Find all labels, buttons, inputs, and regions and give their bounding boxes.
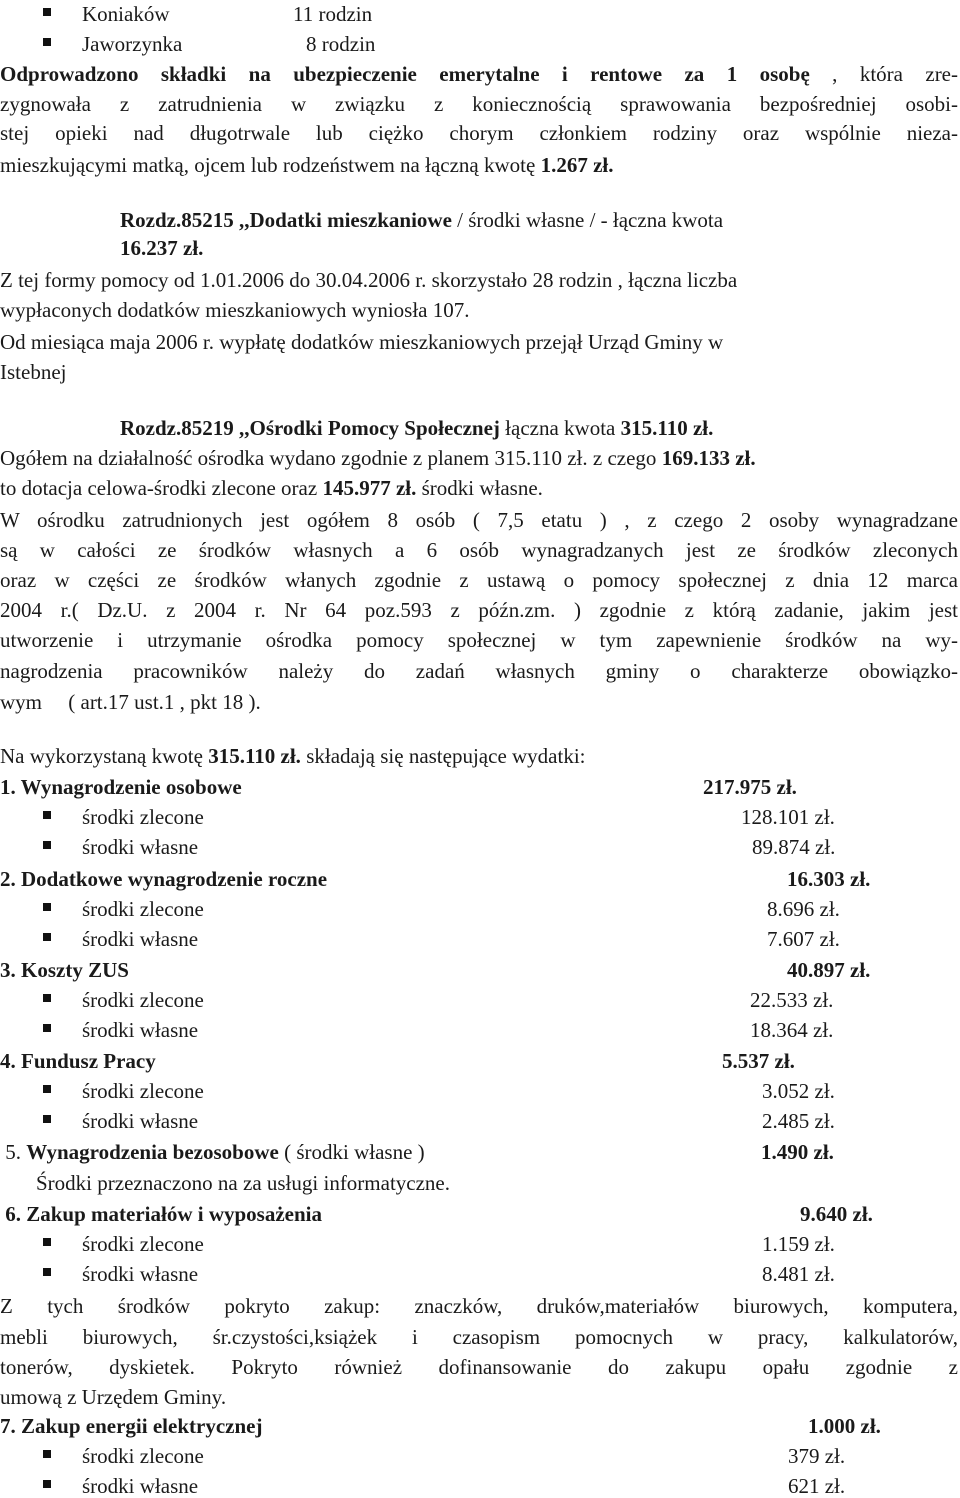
bullet-icon bbox=[43, 841, 51, 849]
sub-label-wlasne: środki własne bbox=[82, 927, 199, 951]
section-85219-line-1: Ogółem na działalność ośrodka wydano zgodnie z planem 315.110 zł. z czego 169.133 zł. bbox=[0, 446, 756, 470]
bullet-icon bbox=[43, 811, 51, 819]
expense-item-1-label: 1. Wynagrodzenie osobowe bbox=[0, 775, 242, 799]
section-85215-line-2: wypłaconych dodatków mieszkaniowych wyniosła 107. bbox=[0, 298, 470, 322]
expense-item-5-note: Środki przeznaczono na za usługi informatyczne. bbox=[36, 1171, 451, 1195]
expenses-intro: Na wykorzystaną kwotę 315.110 zł. składają się następujące wydatki: bbox=[0, 744, 586, 768]
sub-label-zlecone: środki zlecone bbox=[82, 897, 204, 921]
sub-label-wlasne: środki własne bbox=[82, 835, 199, 859]
purchase-line-3: tonerów, dyskietek. Pokryto również dofinansowanie do zakupu opału zgodnie z bbox=[0, 1355, 958, 1379]
expense-item-1-total: 217.975 zł. bbox=[703, 775, 797, 799]
expense-item-2-label: 2. Dodatkowe wynagrodzenie roczne bbox=[0, 867, 328, 891]
ops-paragraph-line-1: W ośrodku zatrudnionych jest ogółem 8 osób ( 7,5 etatu ) , z czego 2 osoby wynagradzane bbox=[0, 508, 958, 532]
bullet-icon bbox=[43, 1450, 51, 1458]
section-85215-line-4: Istebnej bbox=[0, 360, 67, 384]
sub-label-wlasne: środki własne bbox=[82, 1109, 199, 1133]
intro-line-3: stej opieki nad długotrwale lub ciężko chorym członkiem rodziny oraz wspólnie nieza- bbox=[0, 121, 958, 145]
expense-item-1-wlasne: 89.874 zł. bbox=[752, 835, 836, 859]
purchase-line-1: Z tych środków pokryto zakup: znaczków, druków,materiałów biurowych, komputera, bbox=[0, 1294, 958, 1318]
bullet-icon bbox=[43, 8, 51, 16]
bullet-icon bbox=[43, 38, 51, 46]
ops-paragraph-line-4: 2004 r.( Dz.U. z 2004 r. Nr 64 poz.593 z późn.zm. ) zgodnie z którą zadanie, jakim jest bbox=[0, 598, 958, 622]
sub-label-zlecone: środki zlecone bbox=[82, 1232, 204, 1256]
intro-line-4: mieszkującymi matką, ojcem lub rodzeństwem na łączną kwotę 1.267 zł. bbox=[0, 153, 614, 177]
intro-line-1: Odprowadzono składki na ubezpieczenie emerytalne i rentowe za 1 osobę , która zre- bbox=[0, 62, 958, 86]
bullet-icon bbox=[43, 994, 51, 1002]
sub-label-zlecone: środki zlecone bbox=[82, 988, 204, 1012]
sub-label-wlasne: środki własne bbox=[82, 1018, 199, 1042]
expense-item-3-wlasne: 18.364 zł. bbox=[750, 1018, 834, 1042]
village-name: Koniaków bbox=[82, 2, 170, 26]
expense-item-3-zlecone: 22.533 zł. bbox=[750, 988, 834, 1012]
section-85215-amount: 16.237 zł. bbox=[120, 236, 204, 260]
expense-item-3-total: 40.897 zł. bbox=[787, 958, 871, 982]
section-85215-heading: Rozdz.85215 ,,Dodatki mieszkaniowe / środki własne / - łączna kwota bbox=[120, 208, 724, 232]
village-count: 11 rodzin bbox=[293, 2, 373, 26]
expense-item-2-wlasne: 7.607 zł. bbox=[767, 927, 840, 951]
bullet-icon bbox=[43, 1268, 51, 1276]
expense-item-5-label: 5. Wynagrodzenia bezosobowe ( środki własne ) bbox=[0, 1140, 425, 1164]
ops-paragraph-line-6: nagrodzenia pracowników należy do zadań własnych gminy o charakterze obowiązko- bbox=[0, 659, 958, 683]
ops-paragraph-line-7: wym ( art.17 ust.1 , pkt 18 ). bbox=[0, 690, 261, 714]
village-count: 8 rodzin bbox=[306, 32, 376, 56]
sub-label-zlecone: środki zlecone bbox=[82, 1444, 204, 1468]
expense-item-6-total: 9.640 zł. bbox=[800, 1202, 873, 1226]
expense-item-4-label: 4. Fundusz Pracy bbox=[0, 1049, 156, 1073]
section-85215-line-3: Od miesiąca maja 2006 r. wypłatę dodatków mieszkaniowych przejął Urząd Gminy w bbox=[0, 330, 724, 354]
section-85219-line-2: to dotacja celowa-środki zlecone oraz 145.977 zł. środki własne. bbox=[0, 476, 543, 500]
expense-item-6-wlasne: 8.481 zł. bbox=[762, 1262, 835, 1286]
bullet-icon bbox=[43, 1115, 51, 1123]
expense-item-4-zlecone: 3.052 zł. bbox=[762, 1079, 835, 1103]
expense-item-2-zlecone: 8.696 zł. bbox=[767, 897, 840, 921]
expense-item-1-zlecone: 128.101 zł. bbox=[741, 805, 835, 829]
bullet-icon bbox=[43, 1085, 51, 1093]
intro-line-2: zygnowała z zatrudnienia w związku z koniecznością sprawowania bezpośredniej osobi- bbox=[0, 92, 958, 116]
bullet-icon bbox=[43, 1024, 51, 1032]
bullet-icon bbox=[43, 903, 51, 911]
expense-item-7-label: 7. Zakup energii elektrycznej bbox=[0, 1414, 263, 1438]
expense-item-7-total: 1.000 zł. bbox=[808, 1414, 881, 1438]
purchase-line-4: umową z Urzędem Gminy. bbox=[0, 1385, 227, 1409]
expense-item-3-label: 3. Koszty ZUS bbox=[0, 958, 129, 982]
ops-paragraph-line-5: utworzenie i utrzymanie ośrodka pomocy społecznej w tym zapewnienie środków na wy- bbox=[0, 628, 958, 652]
sub-label-wlasne: środki własne bbox=[82, 1262, 199, 1286]
bullet-icon bbox=[43, 1238, 51, 1246]
bullet-icon bbox=[43, 1480, 51, 1488]
expense-item-4-total: 5.537 zł. bbox=[722, 1049, 795, 1073]
expense-item-6-label: 6. Zakup materiałów i wyposażenia bbox=[0, 1202, 323, 1226]
ops-paragraph-line-3: oraz w części ze środków włanych zgodnie z ustawą o pomocy społecznej z dnia 12 marca bbox=[0, 568, 958, 592]
expense-item-6-zlecone: 1.159 zł. bbox=[762, 1232, 835, 1256]
section-85219-heading: Rozdz.85219 ,,Ośrodki Pomocy Społecznej łączna kwota 315.110 zł. bbox=[120, 416, 714, 440]
sub-label-zlecone: środki zlecone bbox=[82, 1079, 204, 1103]
expense-item-5-total: 1.490 zł. bbox=[761, 1140, 834, 1164]
sub-label-wlasne: środki własne bbox=[82, 1474, 199, 1498]
expense-item-4-wlasne: 2.485 zł. bbox=[762, 1109, 835, 1133]
village-name: Jaworzynka bbox=[82, 32, 183, 56]
section-85215-line-1: Z tej formy pomocy od 1.01.2006 do 30.04.2006 r. skorzystało 28 rodzin , łączna liczba bbox=[0, 268, 738, 292]
expense-item-7-zlecone: 379 zł. bbox=[788, 1444, 846, 1468]
purchase-line-2: mebli biurowych, śr.czystości,książek i czasopism pomocnych w pracy, kalkulatorów, bbox=[0, 1325, 958, 1349]
expense-item-7-wlasne: 621 zł. bbox=[788, 1474, 846, 1498]
bullet-icon bbox=[43, 933, 51, 941]
expense-item-2-total: 16.303 zł. bbox=[787, 867, 871, 891]
ops-paragraph-line-2: są w całości ze środków własnych a 6 osób wynagradzanych jest ze środków zleconych bbox=[0, 538, 958, 562]
sub-label-zlecone: środki zlecone bbox=[82, 805, 204, 829]
